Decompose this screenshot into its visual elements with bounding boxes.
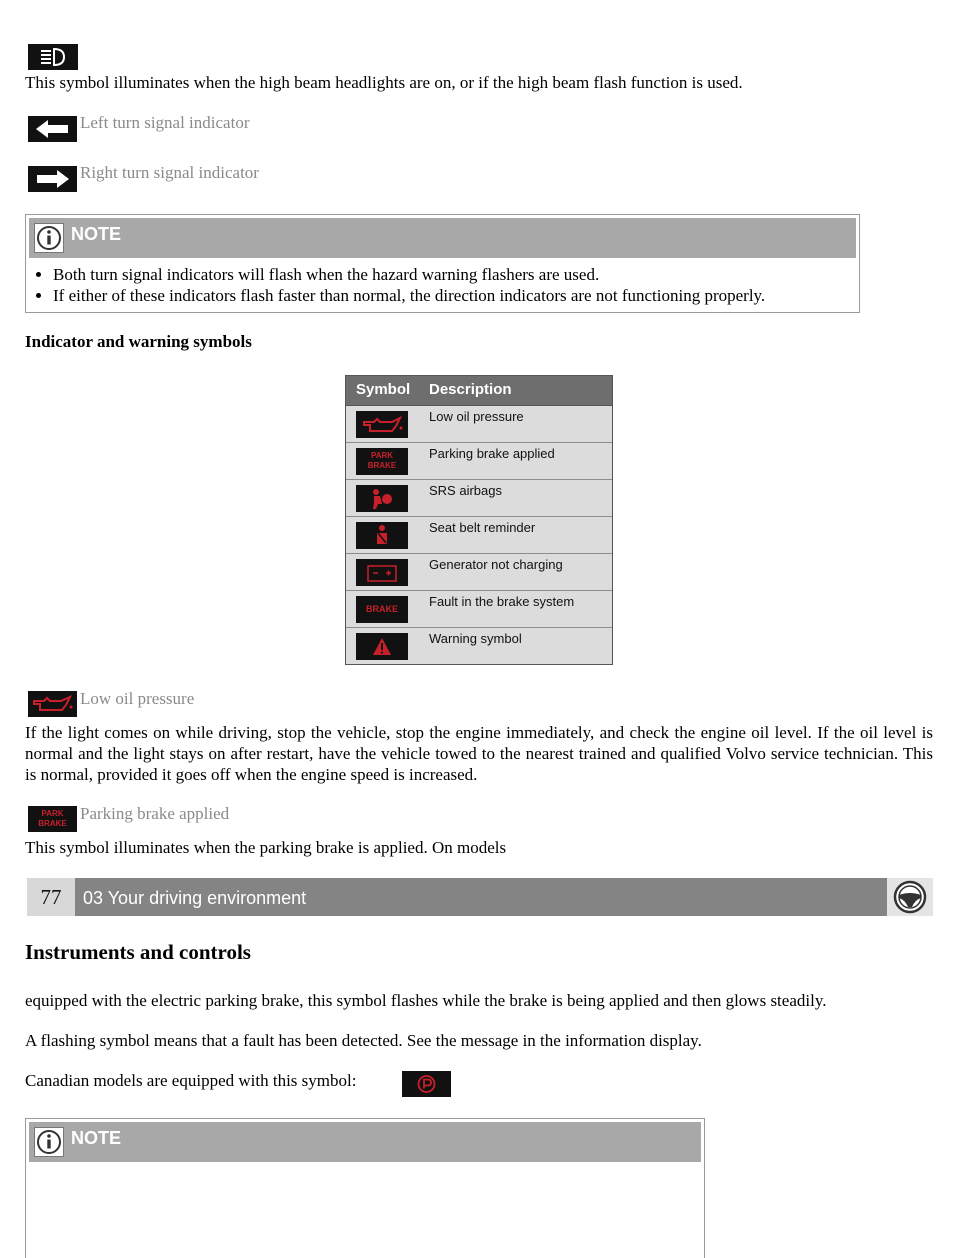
- row-description: Low oil pressure: [429, 409, 524, 424]
- park-brake-icon: [28, 806, 77, 832]
- table-row: [346, 443, 612, 480]
- right-arrow-icon: [28, 166, 77, 192]
- parking-brake-label: Parking brake applied: [80, 804, 230, 823]
- note-box: [25, 1118, 705, 1258]
- table-row: [346, 406, 612, 443]
- info-icon: [34, 1127, 64, 1157]
- table-row: [346, 628, 612, 664]
- header-symbol: Symbol: [356, 381, 411, 398]
- section-heading: Indicator and warning symbols: [25, 332, 252, 351]
- note-box: [25, 214, 860, 313]
- header-description: Description: [429, 381, 512, 398]
- note-list: [26, 264, 859, 306]
- chapter-title: 03 Your driving environment: [83, 888, 307, 908]
- brake-icon-text: BRAKE: [365, 604, 398, 614]
- seat-belt-icon: [356, 522, 408, 549]
- row-description: Parking brake applied: [429, 446, 555, 461]
- table-row: [346, 554, 612, 591]
- note-title: NOTE: [71, 1128, 122, 1148]
- note-item: • Both turn signal indicators will flash when the hazard warning flashers are used.: [53, 264, 859, 285]
- page-footer-bar: [27, 878, 933, 916]
- park-brake-text-2: BRAKE: [367, 461, 397, 470]
- brake-icon: [356, 596, 408, 623]
- table-row: [346, 517, 612, 554]
- row-description: Fault in the brake system: [429, 594, 575, 609]
- page-number: 77: [27, 878, 75, 916]
- note-title: NOTE: [71, 224, 122, 244]
- left-arrow-icon: [28, 116, 77, 142]
- table-row: [346, 591, 612, 628]
- paragraph: Canadian models are equipped with this symbol:: [25, 1071, 357, 1090]
- paragraph: equipped with the electric parking brake, this symbol flashes while the brake is being applied and then glows steadily.: [25, 991, 827, 1010]
- oil-can-icon: [356, 411, 408, 438]
- left-turn-label: Left turn signal indicator: [80, 113, 250, 132]
- high-beam-icon: [28, 44, 78, 70]
- row-description: Warning symbol: [429, 631, 522, 646]
- right-turn-label: Right turn signal indicator: [80, 163, 259, 182]
- table-header: [346, 376, 612, 406]
- airbag-icon: [356, 485, 408, 512]
- park-brake-text-1: PARK: [41, 809, 64, 818]
- row-description: Generator not charging: [429, 557, 563, 572]
- park-brake-text-1: PARK: [370, 451, 394, 460]
- row-description: Seat belt reminder: [429, 520, 536, 535]
- table-row: [346, 480, 612, 517]
- parking-p-icon: [402, 1071, 451, 1097]
- parking-brake-text: This symbol illuminates when the parking brake is applied. On models: [25, 838, 507, 857]
- park-brake-icon: [356, 448, 408, 475]
- note-header: [29, 218, 856, 258]
- oil-can-icon: [28, 691, 77, 717]
- low-oil-text: If the light comes on while driving, stop the vehicle, stop the engine immediately, and check the engine oil level. If the oil level is normal and the light stays on after restart, have the vehicle towed to the nearest trained and qualified Volvo service technician. This is normal, provided it goes off when the engine speed is increased.: [25, 723, 933, 784]
- paragraph: A flashing symbol means that a fault has been detected. See the message in the information display.: [25, 1031, 702, 1050]
- note-item: • If either of these indicators flash faster than normal, the direction indicators are not functioning properly.: [53, 285, 859, 306]
- steering-wheel-icon: [887, 878, 933, 916]
- low-oil-label: Low oil pressure: [80, 689, 195, 708]
- high-beam-text: This symbol illuminates when the high beam headlights are on, or if the high beam flash function is used.: [25, 73, 743, 92]
- info-icon: [34, 223, 64, 253]
- row-description: SRS airbags: [429, 483, 502, 498]
- warning-triangle-icon: [356, 633, 408, 660]
- note-header: [29, 1122, 701, 1162]
- page-heading: Instruments and controls: [25, 940, 251, 964]
- symbol-table: [345, 375, 613, 665]
- park-brake-text-2: BRAKE: [38, 819, 67, 828]
- battery-icon: [356, 559, 408, 586]
